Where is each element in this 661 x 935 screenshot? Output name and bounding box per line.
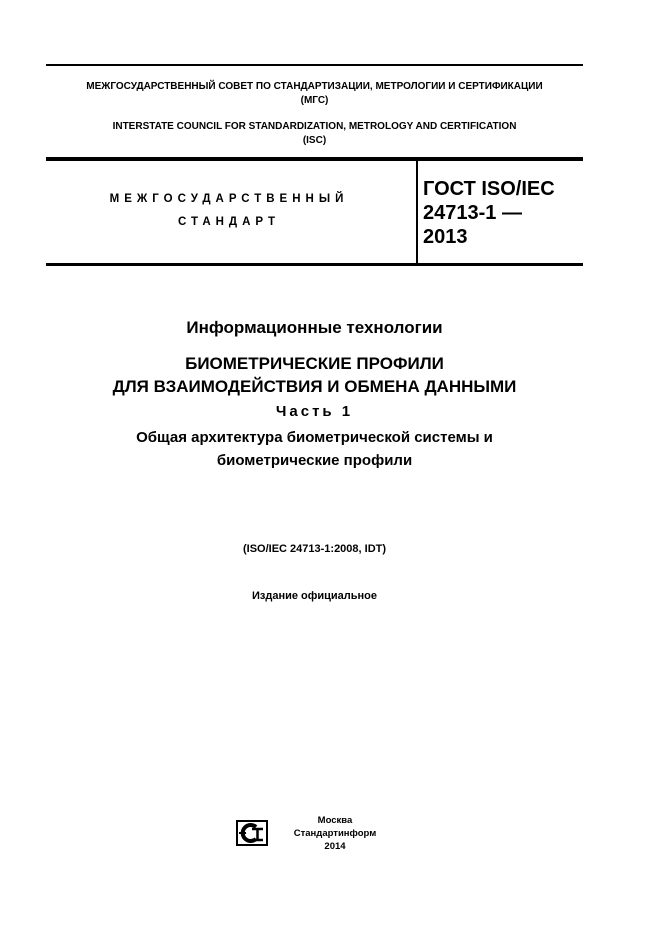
edition-label: Издание официальное xyxy=(251,590,378,602)
title-caps-line2: ДЛЯ ВЗАИМОДЕЙСТВИЯ И ОБМЕНА ДАННЫМИ xyxy=(112,377,517,396)
standard-designation xyxy=(423,177,583,249)
council-en-line2: (ISC) xyxy=(302,135,327,146)
subtitle-line2: биометрические профили xyxy=(216,452,413,469)
council-ru xyxy=(46,80,583,108)
standard-label-line1: МЕЖГОСУДАРСТВЕННЫЙ xyxy=(109,193,349,205)
designation-line3: 2013 xyxy=(423,226,468,248)
iso-reference: (ISO/IEC 24713-1:2008, IDT) xyxy=(242,543,387,555)
standard-label-line2: СТАНДАРТ xyxy=(178,216,280,228)
designation-line1: ГОСТ ISO/IEC xyxy=(423,178,555,200)
publisher-block xyxy=(278,814,392,853)
header-rule-bottom xyxy=(46,263,583,266)
standartinform-logo-icon xyxy=(236,820,268,846)
council-en-line1: INTERSTATE COUNCIL FOR STANDARDIZATION, METROLOGY AND CERTIFICATION xyxy=(112,121,517,132)
subtitle-line1: Общая архитектура биометрической системы и xyxy=(136,429,493,446)
document-part: Часть 1 xyxy=(275,403,354,420)
designation-line2: 24713-1 — xyxy=(423,202,522,224)
document-subtitle xyxy=(46,426,583,472)
publisher-name: Стандартинформ xyxy=(293,828,377,839)
document-title-main: Информационные технологии xyxy=(186,318,443,337)
header-rule-thick xyxy=(46,157,583,161)
document-title-caps xyxy=(46,352,583,398)
title-caps-line1: БИОМЕТРИЧЕСКИЕ ПРОФИЛИ xyxy=(185,354,444,373)
council-ru-line2: (МГС) xyxy=(300,95,329,106)
publisher-year: 2014 xyxy=(324,841,346,852)
header-divider xyxy=(416,160,418,264)
publisher-city: Москва xyxy=(317,815,353,826)
council-en xyxy=(46,120,583,148)
council-ru-line1: МЕЖГОСУДАРСТВЕННЫЙ СОВЕТ ПО СТАНДАРТИЗАЦИИ, МЕТРОЛОГИИ И СЕРТИФИКАЦИИ xyxy=(86,81,543,92)
top-rule-thin xyxy=(46,64,583,66)
